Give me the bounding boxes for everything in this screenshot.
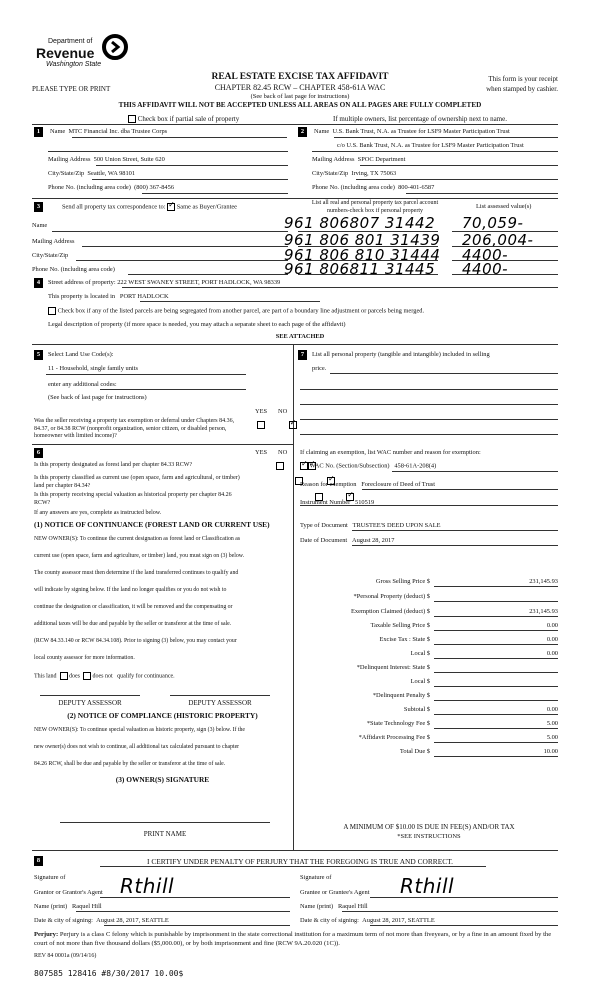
located-label: This property is located in [48, 293, 116, 300]
price-label: price. [312, 365, 327, 372]
logo-text-2: Revenue [36, 45, 95, 61]
exemption-claimed-label: Exemption Claimed (deduct) $ [351, 608, 430, 615]
s1-mail[interactable]: 500 Union Street, Suite 620 [93, 156, 165, 163]
s1-name[interactable]: MTC Financial Inc. dba Trustee Corps [68, 128, 168, 135]
s6-q1: Is this property designated as forest land per chapter 84.33 RCW? [34, 462, 193, 468]
wac-value[interactable]: 458-61A-208(4) [394, 462, 437, 470]
parcel-value[interactable]: 206,004- [462, 231, 534, 249]
perjury-lead: Perjury: [34, 931, 59, 938]
logo-text-3: Washington State [46, 61, 102, 68]
grantee-date[interactable]: August 28, 2017, SEATTLE [362, 917, 435, 924]
s2-mail-label: Mailing Address [312, 156, 355, 163]
gross-price-value[interactable]: 231,145.93 [529, 578, 558, 585]
notice-line: NEW OWNER(S): To continue the current designation as forest land or Classification as [34, 536, 241, 542]
same-as-buyer-label: Same as Buyer/Grantee [176, 203, 238, 211]
section-4-badge: 4 [34, 278, 43, 288]
does-label: does [69, 673, 80, 680]
does-not-checkbox[interactable] [83, 672, 91, 680]
s2-phone[interactable]: 800-401-6587 [398, 184, 435, 191]
notice-line: 84.26 RCW, shall be due and payable by the seller or transferor at the time of sale. [34, 761, 226, 767]
street-value[interactable]: 222 WEST SWANEY STREET, PORT HADLOCK, WA 98339 [117, 279, 281, 286]
qualify-label: qualify for continuance. [117, 673, 175, 680]
grantee-name[interactable]: Raquel Hill [337, 903, 368, 910]
s6-q1-yes-checkbox[interactable] [276, 462, 284, 470]
processing-fee-value[interactable]: 5.00 [546, 734, 558, 741]
grantee-sig-label: Signature of [300, 874, 332, 881]
deputy-assessor-2: DEPUTY ASSESSOR [188, 699, 252, 707]
grantor-signature[interactable]: Rthill [120, 874, 175, 898]
this-land-label: This land [34, 673, 57, 680]
taxable-price-value[interactable]: 0.00 [546, 622, 558, 629]
legal-label: Legal description of property (if more space is needed, you may attach a separate sheet to each page of the affidavit) [48, 321, 346, 328]
exemption-claimed-value[interactable]: 231,145.93 [529, 608, 558, 615]
section-6-badge: 6 [34, 448, 43, 458]
s5-see-back: (See back of last page for instructions) [48, 394, 147, 401]
s5-q1-no-checkbox[interactable] [289, 421, 297, 429]
grantor-name-label: Name (print) [34, 903, 68, 910]
grantor-agent-label: Grantor or Grantor's Agent [34, 889, 103, 896]
parcel-list-header: List all real and personal property tax parcel account numbers-check box if personal property [311, 200, 439, 214]
assessed-header: List assessed value(s) [476, 203, 532, 210]
s1-phone-label: Phone No. (including area code) [48, 184, 131, 191]
s2-mail[interactable]: SPOC Department [357, 156, 406, 163]
land-use-code[interactable]: 11 - Household, single family units [48, 365, 138, 372]
grantor-name[interactable]: Raquel Hill [71, 903, 102, 910]
grantor-date-label: Date & city of signing: [34, 917, 93, 924]
land-use-label: Select Land Use Code(s): [48, 351, 114, 358]
section-7-badge: 7 [298, 350, 307, 360]
partial-sale [128, 115, 239, 123]
excise-state-label: Excise Tax : State $ [379, 636, 430, 643]
excise-state-value[interactable]: 0.00 [546, 636, 558, 643]
please-type: PLEASE TYPE OR PRINT [32, 85, 111, 93]
notice-line: NEW OWNER(S): To continue special valuation as historic property, sign (3) below. If the [34, 727, 245, 733]
grantee-date-label: Date & city of signing: [300, 917, 359, 924]
grantor-date[interactable]: August 28, 2017, SEATTLE [96, 917, 169, 924]
s1-name-label: Name [50, 128, 66, 135]
s3-city-label: City/State/Zip [32, 252, 69, 259]
s2-phone-label: Phone No. (including area code) [312, 184, 395, 191]
parcel-value[interactable]: 4400- [462, 246, 509, 264]
form-chapters: CHAPTER 82.45 RCW – CHAPTER 458-61A WAC [214, 83, 386, 92]
see-instructions: *SEE INSTRUCTIONS [397, 833, 461, 840]
same-as-buyer-checkbox[interactable] [167, 203, 175, 211]
instrument-label: Instrument Number [300, 499, 351, 506]
warning-banner: THIS AFFIDAVIT WILL NOT BE ACCEPTED UNLESS ALL AREAS ON ALL PAGES ARE FULLY COMPLETED [118, 101, 482, 109]
notice-line: continue the designation or classification, it will be removed and the compensating or [34, 604, 233, 610]
s6-q3: Is this property receiving special valuation as historical property per chapter 84.26 RCW? [34, 492, 232, 506]
section-1-badge: 1 [34, 127, 43, 137]
deputy-assessor-1: DEPUTY ASSESSOR [58, 699, 122, 707]
additional-codes-label: enter any additional codes: [48, 381, 117, 388]
notice-line: additional taxes will be due and payable by the seller or transferor at the time of sale. [34, 621, 232, 627]
grantee-signature[interactable]: Rthill [400, 874, 455, 898]
grantee-name-label: Name (print) [300, 903, 334, 910]
located-value[interactable]: PORT HADLOCK [119, 293, 169, 300]
minimum-due-note: A MINIMUM OF $10.00 IS DUE IN FEE(S) AND/OR TAX [343, 823, 515, 831]
s2-city-label: City/State/Zip [312, 170, 349, 177]
logo-mark-icon [102, 34, 128, 60]
form-title: REAL ESTATE EXCISE TAX AFFIDAVIT [211, 72, 389, 82]
processing-fee-label: *Affidavit Processing Fee $ [358, 734, 430, 741]
dept-logo [32, 34, 132, 70]
s6-no-header: NO [278, 449, 288, 456]
delinquent-interest-local-label: Local $ [410, 678, 430, 685]
does-not-label: does not [92, 673, 113, 680]
section-8-badge: 8 [34, 856, 43, 866]
grantor-sig-label: Signature of [34, 874, 66, 881]
receipt-1: This form is your receipt [488, 75, 558, 83]
if-any-note: If any answers are yes, complete as instructed below. [34, 510, 162, 516]
multiple-owners: If multiple owners, list percentage of ownership next to name. [333, 115, 507, 123]
s5-question: Was the seller receiving a property tax exemption or deferral under Chapters 84.36, 84.37, or 84.38 RCW (nonprofit organization, senior citizen, or disabled person, homeowner with limited income)? [34, 418, 235, 439]
doc-date-value[interactable]: August 28, 2017 [352, 537, 395, 544]
segregate-label: Check box if any of the listed parcels are being segregated from another parcel, are part of a boundary line adjustment or parcels being merged. [57, 307, 425, 315]
segregate-checkbox[interactable] [48, 307, 56, 315]
notice-line: will indicate by signing below. If the land no longer qualifies or you do not wish to [34, 587, 227, 593]
parcel-value[interactable]: 70,059- [462, 214, 524, 232]
personal-property-deduct-label: *Personal Property (deduct) $ [353, 593, 430, 600]
owner-signature-title: (3) OWNER(S) SIGNATURE [115, 775, 210, 784]
parcel-row[interactable]: 961 806811 31445 [284, 260, 436, 278]
notice-compliance-title: (2) NOTICE OF COMPLIANCE (HISTORIC PROPERTY) [67, 711, 258, 720]
perjury-text: Perjury is a class C felony which is punishable by imprisonment in the state correctional institution for a maximum term of not more than fiveyears, or by a fine in an amount fixed by the court of not more than five thousand dollars ($5,000.00), or by both imprisonment and fine (RCW 9A.20.020 (1C)). [34, 931, 552, 947]
notice-line: new owner(s) does not wish to continue, all additional tax calculated pursuant to chapter [34, 744, 240, 750]
street-label: Street address of property: [48, 279, 116, 286]
s1-city-label: City/State/Zip [48, 170, 85, 177]
parcel-value[interactable]: 4400- [462, 260, 509, 278]
s1-phone[interactable]: (800) 367-8456 [134, 184, 175, 191]
excise-local-value[interactable]: 0.00 [546, 650, 558, 657]
grantee-agent-label: Grantee or Grantee's Agent [300, 889, 370, 896]
see-attached: SEE ATTACHED [275, 333, 325, 340]
section-2-badge: 2 [298, 127, 307, 137]
print-name-label: PRINT NAME [143, 830, 187, 838]
delinquent-interest-state-label: *Delinquent Interest: State $ [356, 664, 430, 671]
s3-name-label: Name [32, 222, 48, 229]
delinquent-penalty-label: *Delinquent Penalty $ [372, 692, 430, 699]
wac-checkbox[interactable] [300, 462, 308, 470]
notice-continuance-title: (1) NOTICE OF CONTINUANCE (FOREST LAND OR CURRENT USE) [34, 520, 270, 529]
parcel-row[interactable]: 961 806 801 31439 [284, 231, 441, 249]
partial-sale-checkbox[interactable] [128, 115, 136, 123]
doc-type-label: Type of Document [300, 522, 348, 529]
s6-yes-header: YES [255, 449, 268, 456]
see-back: (See back of last page for instructions) [250, 93, 350, 100]
doc-date-label: Date of Document [300, 537, 348, 544]
s5-q1-yes-checkbox[interactable] [257, 421, 265, 429]
perjury-note [34, 931, 558, 948]
parcel-row[interactable]: 961 806807 31442 [284, 214, 436, 232]
s2-name2[interactable]: c/o U.S. Bank Trust, N.A. as Trustee for LSF9 Master Participation Trust [337, 142, 524, 149]
notice-line: The county assessor must then determine if the land transferred continues to qualify and [34, 570, 239, 576]
s5-yes-header: YES [255, 408, 268, 415]
taxable-price-label: Taxable Selling Price $ [370, 622, 430, 629]
wac-claim-label: If claiming an exemption, list WAC number and reason for exemption: [300, 449, 481, 456]
receipt-2: when stamped by cashier. [486, 85, 558, 93]
revision-code: REV 84 0001a (09/14/16) [34, 953, 97, 959]
reason-label: Reason for exemption [300, 481, 357, 488]
subtotal-value[interactable]: 0.00 [546, 706, 558, 713]
subtotal-label: Subtotal $ [403, 706, 430, 713]
personal-property-label: List all personal property (tangible and intangible) included in selling [312, 351, 490, 358]
total-due-value[interactable]: 10.00 [543, 748, 558, 755]
s2-name[interactable]: U.S. Bank Trust, N.A. as Trustee for LSF9 Master Participation Trust [332, 128, 510, 135]
instrument-value[interactable]: 510519 [355, 499, 375, 506]
total-due-label: Total Due $ [399, 748, 430, 755]
s3-send-label: Send all property tax correspondence to: [62, 203, 166, 211]
notice-line: current use (open space, farm and agriculture, or timber) land, you must sign on (3) below. [34, 553, 245, 559]
wac-label: WAC No. (Section/Subsection) [309, 462, 390, 470]
s3-phone-label: Phone No. (including area code) [32, 266, 115, 273]
s6-q2: Is this property classified as current use (open space, farm and agricultural, or timber) land per chapter 84.34? [34, 475, 240, 489]
s5-no-header: NO [278, 408, 288, 415]
notice-line: local county assessor for more information. [34, 655, 135, 661]
parcel-row[interactable]: 961 806 810 31444 [284, 246, 441, 264]
tech-fee-label: *State Technology Fee $ [366, 720, 430, 727]
s1-city[interactable]: Seattle, WA 98101 [87, 170, 136, 177]
section-5-badge: 5 [34, 350, 43, 360]
section-3-badge: 3 [34, 202, 43, 212]
notice-line: (RCW 84.33.140 or RCW 84.34.108). Prior to signing (3) below, you may contact your [34, 638, 237, 644]
s2-city[interactable]: Irving, TX 75063 [351, 170, 397, 177]
cashier-stamp: 807585 128416 #8/30/2017 10.00$ [34, 969, 184, 978]
tech-fee-value[interactable]: 5.00 [546, 720, 558, 727]
logo-text-1: Department of [48, 38, 93, 45]
partial-sale-label: Check box if partial sale of property [137, 115, 240, 123]
s2-name-label: Name [314, 128, 330, 135]
s1-mail-label: Mailing Address [48, 156, 91, 163]
doc-type-value[interactable]: TRUSTEE'S DEED UPON SALE [352, 522, 441, 529]
gross-price-label: Gross Selling Price $ [375, 578, 430, 585]
reason-value[interactable]: Foreclosure of Deed of Trust [361, 481, 436, 488]
certify-statement: I CERTIFY UNDER PENALTY OF PERJURY THAT THE FOREGOING IS TRUE AND CORRECT. [147, 857, 453, 866]
excise-local-label: Local $ [410, 650, 430, 657]
s3-mail-label: Mailing Address [32, 238, 75, 245]
does-checkbox[interactable] [60, 672, 68, 680]
